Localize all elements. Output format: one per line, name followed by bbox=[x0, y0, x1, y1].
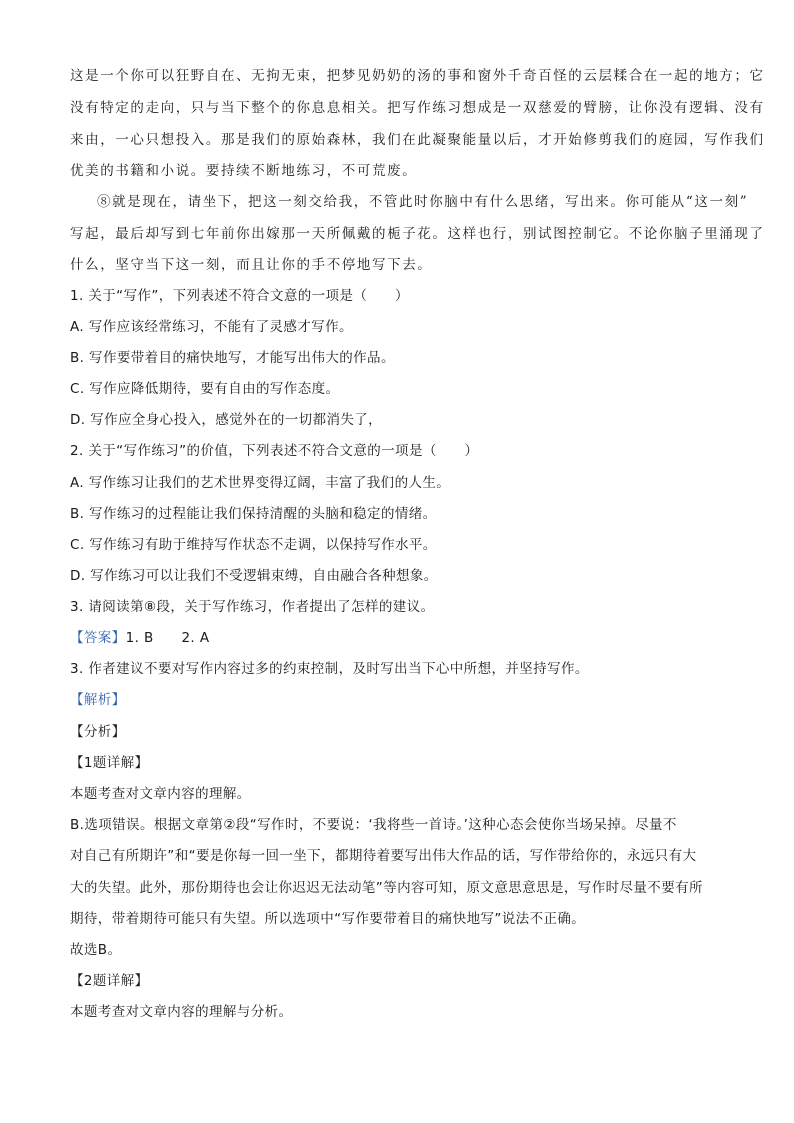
passage-line: 来由，一心只想投入。那是我们的原始森林，我们在此凝聚能量以后，才开始修剪我们的庭园，写作我们 bbox=[70, 132, 765, 148]
detail-1-label: 【1题详解】 bbox=[70, 755, 149, 771]
question-1-option-c: C. 写作应降低期待，要有自由的写作态度。 bbox=[70, 381, 340, 397]
question-1-option-b: B. 写作要带着目的痛快地写，才能写出伟大的作品。 bbox=[70, 350, 395, 366]
question-1: 1. 关于“写作”，下列表述不符合文意的一项是（ ） bbox=[70, 288, 409, 304]
fenxi-label: 【分析】 bbox=[70, 724, 126, 740]
question-3: 3. 请阅读第⑧段，关于写作练习，作者提出了怎样的建议。 bbox=[70, 599, 435, 615]
detail-1-line: 对自己有所期许”和“要是你每一回一坐下，都期待着要写出伟大作品的话，写作带给你的，永远只有大 bbox=[70, 848, 697, 864]
answer-text: 1. B 2. A bbox=[125, 630, 210, 646]
passage-line: 没有特定的走向，只与当下整个的你息息相关。把写作练习想成是一双慈爱的臂膀，让你没有逻辑、没有 bbox=[70, 100, 765, 116]
detail-2-line: 本题考查对文章内容的理解与分析。 bbox=[70, 1004, 293, 1020]
question-2: 2. 关于“写作练习”的价值，下列表述不符合文意的一项是（ ） bbox=[70, 443, 479, 459]
passage-line: 这是一个你可以狂野自在、无拘无束，把梦见奶奶的汤的事和窗外千奇百怪的云层糅合在一起的地方；它 bbox=[70, 68, 765, 84]
analysis-label: 【解析】 bbox=[70, 692, 126, 708]
passage-line: 优美的书籍和小说。要持续不断地练习，不可荒废。 bbox=[70, 163, 418, 179]
detail-1-line: 期待，带着期待可能只有失望。所以选项中“写作要带着目的痛快地写”说法不正确。 bbox=[70, 911, 586, 927]
answer-q3: 3. 作者建议不要对写作内容过多的约束控制，及时写出当下心中所想，并坚持写作。 bbox=[70, 661, 589, 677]
answer-line bbox=[70, 629, 209, 647]
question-1-option-d: D. 写作应全身心投入，感觉外在的一切都消失了， bbox=[70, 412, 383, 428]
question-2-option-b: B. 写作练习的过程能让我们保持清醒的头脑和稳定的情绪。 bbox=[70, 506, 437, 522]
question-2-option-c: C. 写作练习有助于维持写作状态不走调，以保持写作水平。 bbox=[70, 537, 437, 553]
detail-1-line: 大的失望。此外，那份期待也会让你迟迟无法动笔”等内容可知，原文意思意思是，写作时尽量不要有所 bbox=[70, 880, 703, 896]
answer-label: 【答案】 bbox=[70, 630, 126, 646]
detail-1-line: 本题考查对文章内容的理解。 bbox=[70, 786, 251, 802]
question-2-option-d: D. 写作练习可以让我们不受逻辑束缚，自由融合各种想象。 bbox=[70, 568, 438, 584]
passage-line: 什么，坚守当下这一刻，而且让你的手不停地写下去。 bbox=[70, 257, 433, 273]
passage-line: 写起，最后却写到七年前你出嫁那一天所佩戴的栀子花。这样也行，别试图控制它。不论你脑子里涌现了 bbox=[70, 226, 765, 242]
detail-1-line: B.选项错误。根据文章第②段“写作时，不要说：‘我将些一首诗。’这种心态会使你当场呆掉。尽量不 bbox=[70, 817, 677, 833]
passage-paragraph-8: ⑧就是现在，请坐下，把这一刻交给我，不管此时你脑中有什么思绪，写出来。你可能从“这一刻” bbox=[97, 194, 749, 210]
detail-2-label: 【2题详解】 bbox=[70, 973, 149, 989]
detail-1-line: 故选B。 bbox=[70, 942, 122, 958]
question-1-option-a: A. 写作应该经常练习，不能有了灵感才写作。 bbox=[70, 319, 353, 335]
question-2-option-a: A. 写作练习让我们的艺术世界变得辽阔，丰富了我们的人生。 bbox=[70, 475, 451, 491]
